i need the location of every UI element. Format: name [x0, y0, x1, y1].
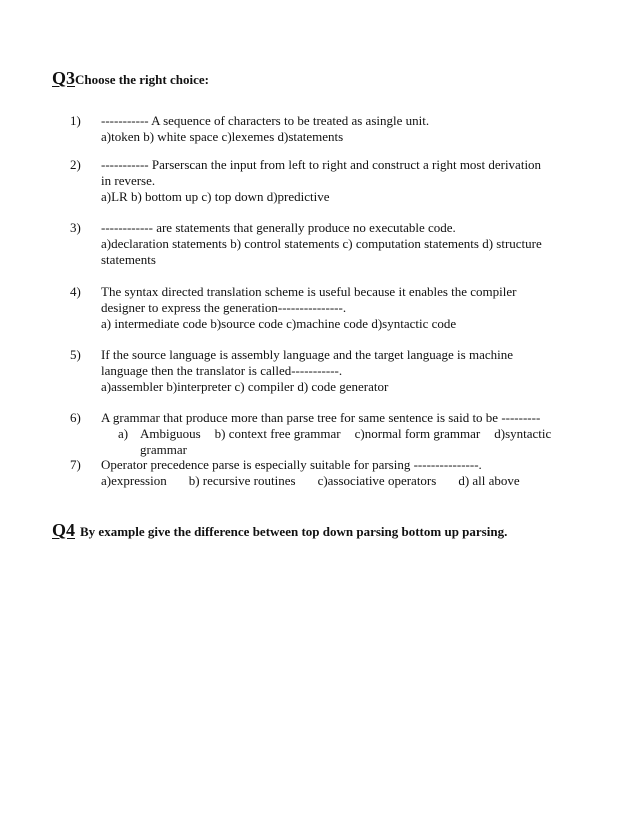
q4-heading [52, 520, 507, 541]
item-line: If the source language is assembly language and the target language is machine [101, 347, 514, 362]
option-b: b) context free grammar [214, 426, 341, 441]
item-text [101, 157, 541, 205]
item-line: statements [101, 252, 156, 267]
item-number: 7) [70, 457, 81, 472]
q3-number: Q3 [52, 68, 76, 88]
item-line: ------------ are statements that generally produce no executable code. [101, 220, 456, 235]
item-line: a)LR b) bottom up c) top down d)predictive [101, 189, 330, 204]
item-text [101, 284, 517, 332]
option-d: d) all above [458, 473, 520, 488]
item-line: a)assembler b)interpreter c) compiler d) code generator [101, 379, 389, 394]
item-line: language then the translator is called-----------. [101, 363, 343, 378]
item-line: ----------- Parserscan the input from left to right and construct a right most derivation [101, 157, 542, 172]
item-text [101, 347, 513, 395]
item-number: 6) [70, 410, 81, 425]
item-line: ----------- A sequence of characters to be treated as asingle unit. [101, 113, 430, 128]
option-a: a)expression [101, 473, 167, 488]
item-number: 2) [70, 157, 81, 172]
item-number: 1) [70, 113, 81, 128]
option-continuation: grammar [140, 442, 187, 457]
q3-heading [52, 68, 209, 89]
item-line: a)declaration statements b) control statements c) computation statements d) structure [101, 236, 542, 251]
item-text [101, 113, 429, 145]
item-line: Operator precedence parse is especially suitable for parsing ---------------. [101, 457, 482, 472]
item-text [101, 410, 540, 426]
item-line: in reverse. [101, 173, 156, 188]
item-number: 5) [70, 347, 81, 362]
option-a: Ambiguous [140, 426, 201, 441]
option-b: b) recursive routines [188, 473, 296, 488]
q4-title: By example give the difference between top down parsing bottom up parsing. [80, 524, 508, 539]
item-line: A grammar that produce more than parse tree for same sentence is said to be --------- [101, 410, 541, 425]
item-line: a) intermediate code b)source code c)machine code d)syntactic code [101, 316, 457, 331]
item-options [101, 473, 520, 489]
item-text [101, 220, 542, 268]
q4-number: Q4 [52, 520, 76, 540]
item-line: designer to express the generation---------------. [101, 300, 347, 315]
option-list-label: a) [118, 426, 129, 441]
q3-title: Choose the right choice: [75, 72, 209, 87]
item-line: The syntax directed translation scheme is useful because it enables the compiler [101, 284, 517, 299]
item-number: 3) [70, 220, 81, 235]
option-d: d)syntactic [494, 426, 552, 441]
item-line: a)token b) white space c)lexemes d)statements [101, 129, 344, 144]
option-c: c)normal form grammar [354, 426, 481, 441]
item-number: 4) [70, 284, 81, 299]
item-options [118, 426, 551, 442]
option-c: c)associative operators [317, 473, 437, 488]
item-text [101, 457, 520, 489]
